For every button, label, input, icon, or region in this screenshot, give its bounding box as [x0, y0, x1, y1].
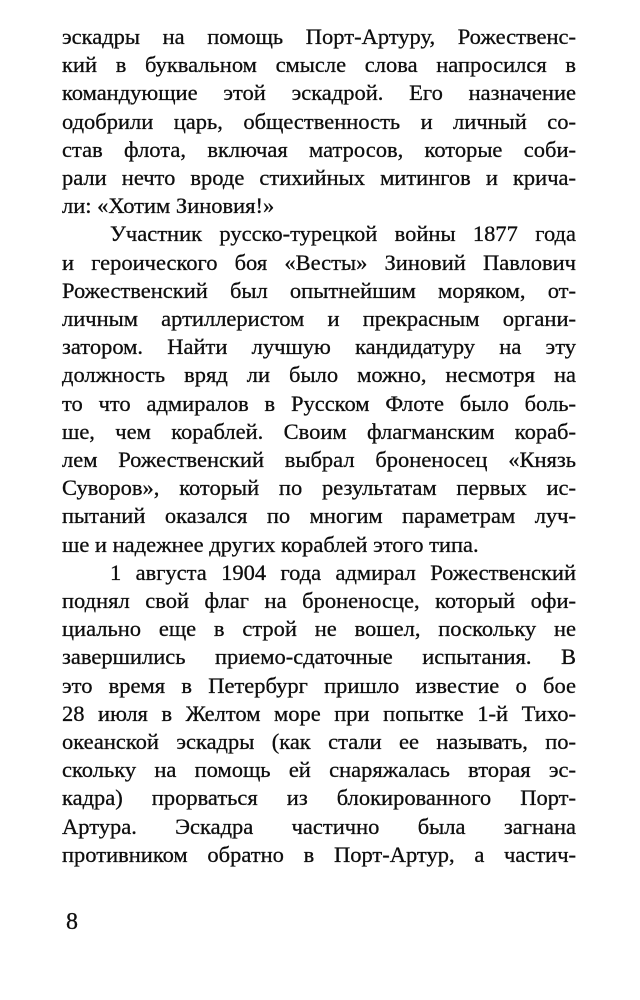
text-line: поднял свой флаг на броненосце, который офи-: [62, 588, 576, 614]
text-line: 1 августа 1904 года адмирал Рожественский: [110, 559, 576, 585]
text-line: лем Рожественский выбрал броненосец «Князь: [62, 447, 576, 473]
text-block: [62, 23, 576, 869]
text-line: ли: «Хотим Зиновия!»: [62, 193, 275, 219]
page-number: 8: [66, 909, 78, 935]
text-line: скольку на помощь ей снаряжалась вторая эс-: [62, 757, 576, 783]
text-line: став флота, включая матросов, которые соби-: [62, 136, 576, 162]
text-line: должность вряд ли было можно, несмотря на: [62, 362, 576, 388]
text-line: противником обратно в Порт-Артур, а частич-: [62, 841, 576, 867]
text-line: 28 июля в Желтом море при попытке 1-й Тихо-: [62, 700, 576, 726]
text-line: личным артиллеристом и прекрасным органи-: [62, 306, 576, 332]
text-line: рали нечто вроде стихийных митингов и крича-: [62, 165, 576, 191]
text-line: завершились приемо-сдаточные испытания. В: [62, 644, 576, 670]
text-line: Рожественский был опытнейшим моряком, от-: [62, 277, 576, 303]
text-line: то что адмиралов в Русском Флоте было боль-: [62, 390, 576, 416]
text-line: одобрили царь, общественность и личный со-: [62, 108, 576, 134]
text-line: это время в Петербург пришло известие о бое: [62, 672, 576, 698]
text-line: командующие этой эскадрой. Его назначение: [62, 80, 576, 106]
text-line: кий в буквальном смысле слова напросился в: [62, 52, 576, 78]
text-line: ше, чем кораблей. Своим флагманским кораб-: [62, 418, 576, 444]
text-line: Суворов», который по результатам первых ис-: [62, 475, 576, 501]
text-line: ше и надежнее других кораблей этого типа.: [62, 531, 479, 557]
text-line: Участник русско-турецкой войны 1877 года: [110, 221, 576, 247]
text-line: кадра) прорваться из блокированного Порт-: [62, 785, 576, 811]
text-line: и героического боя «Весты» Зиновий Павлович: [62, 249, 576, 275]
text-line: эскадры на помощь Порт-Артуру, Рожественс-: [62, 24, 576, 49]
text-line: пытаний оказался по многим параметрам луч-: [62, 503, 576, 529]
text-line: затором. Найти лучшую кандидатуру на эту: [62, 334, 576, 360]
text-line: циально еще в строй не вошел, поскольку не: [62, 616, 576, 642]
text-line: океанской эскадры (как стали ее называть, по-: [62, 729, 576, 755]
text-line: Артура. Эскадра частично была загнана: [62, 813, 576, 839]
